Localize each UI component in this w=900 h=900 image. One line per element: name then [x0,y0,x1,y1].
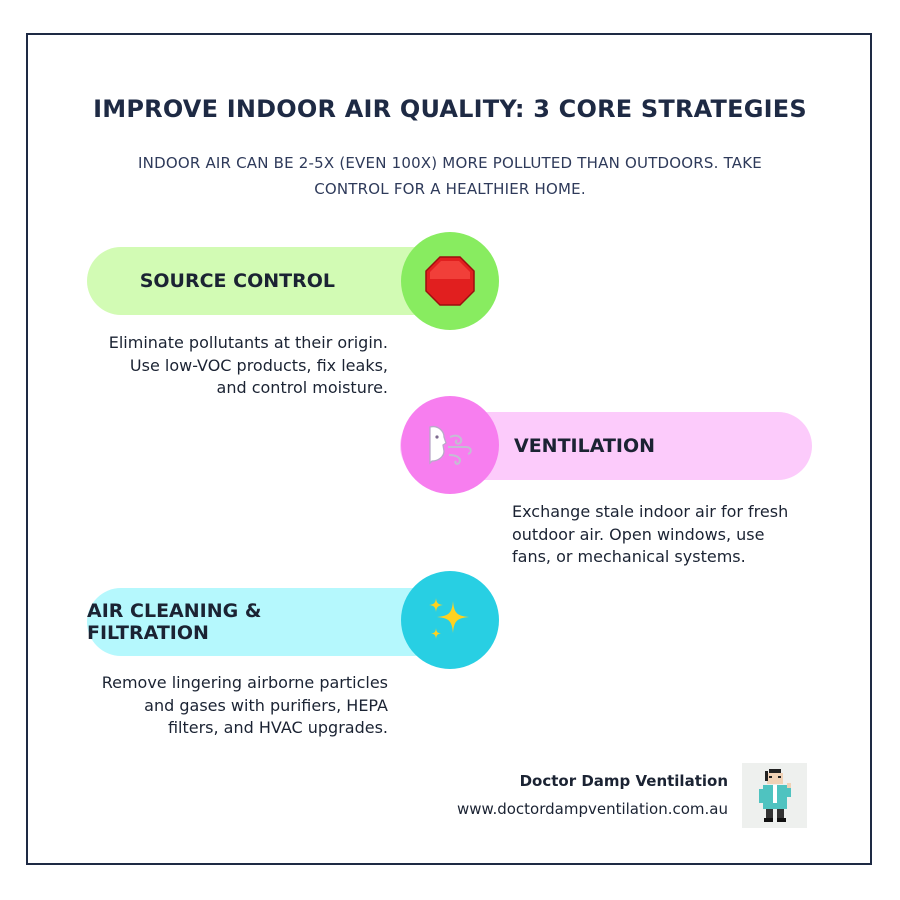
page-subtitle: INDOOR AIR CAN BE 2-5X (EVEN 100X) MORE POLLUTED THAN OUTDOORS. TAKE CONTROL FOR A HEALTHIER HOME. [138,154,762,198]
strategy-ventilation-badge [401,396,499,494]
strategy-air-cleaning-pill [87,588,447,656]
sparkles-icon [425,595,475,645]
doctor-figure-icon [742,763,807,828]
brand-url[interactable]: www.doctordampventilation.com.au [457,800,728,818]
stop-sign-icon [424,255,476,307]
page-title: IMPROVE INDOOR AIR QUALITY: 3 CORE STRATEGIES [93,95,807,123]
brand-name: Doctor Damp Ventilation [519,772,728,790]
brand-logo [742,763,807,828]
strategy-source-control-description: Eliminate pollutants at their origin. Use low-VOC products, fix leaks, and control moisture. [108,333,388,397]
strategy-source-control-badge [401,232,499,330]
strategy-label: AIR CLEANING & FILTRATION [87,600,262,644]
strategy-air-cleaning-badge [401,571,499,669]
strategy-label: SOURCE CONTROL [139,270,335,292]
strategy-air-cleaning-description: Remove lingering airborne particles and gases with purifiers, HEPA filters, and HVAC upgrades. [101,673,388,737]
strategy-label: VENTILATION [514,435,656,457]
blowing-face-icon [422,423,478,467]
strategy-ventilation-description: Exchange stale indoor air for fresh outdoor air. Open windows, use fans, or mechanical systems. [512,502,789,566]
strategy-source-control-pill [87,247,447,315]
